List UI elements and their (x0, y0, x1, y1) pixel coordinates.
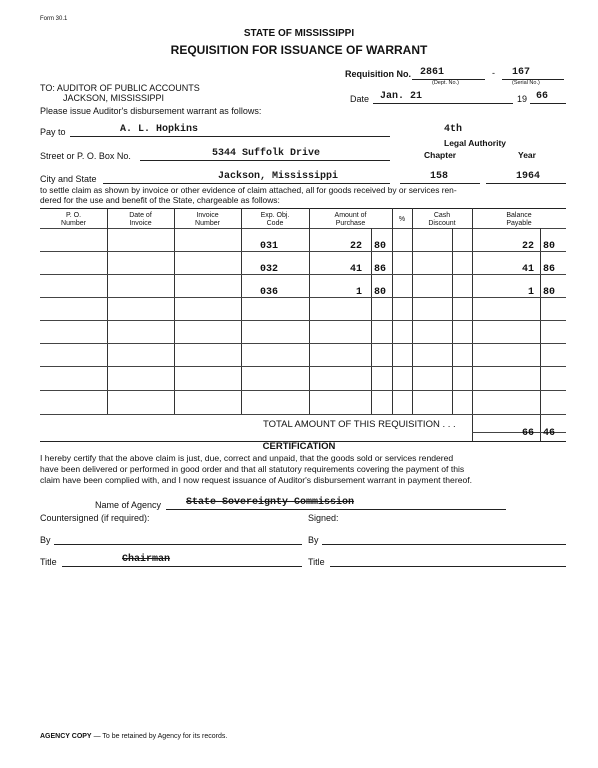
col-header-po-number: P. O. Number (61, 212, 86, 227)
cert-text-2: have been delivered or performed in good order and that all statutory requirements covering the payment of this (40, 464, 465, 474)
state-heading: STATE OF MISSISSIPPI (243, 28, 355, 39)
row-2-amount-cents: 86 (374, 264, 387, 275)
total-label: TOTAL AMOUNT OF THIS REQUISITION . . . (263, 419, 456, 430)
chapter-label: Chapter (424, 150, 457, 160)
to-line-2: JACKSON, MISSISSIPPI (63, 93, 165, 103)
row-1-code: 031 (260, 241, 279, 252)
legal-authority-label: Legal Authority (444, 138, 507, 148)
row-1-balance-dollars: 22 (522, 241, 535, 252)
total-dollars: 66 (522, 428, 535, 439)
legal-authority-value: 4th (444, 124, 463, 135)
city-value: Jackson, Mississippi (218, 171, 339, 182)
col-header-date-of-invoice: Date of Invoice (129, 212, 152, 227)
row-1-amount-dollars: 22 (350, 241, 363, 252)
street-value: 5344 Suffolk Drive (212, 148, 321, 159)
to-line-1: TO: AUDITOR OF PUBLIC ACCOUNTS (40, 83, 200, 93)
row-2-balance-cents: 86 (543, 264, 556, 275)
agency-value: State Sovereignty Commission (186, 497, 355, 508)
city-label: City and State (40, 174, 97, 184)
cert-text-3: claim have been complied with, and I now request issuance of Auditor's disbursement warrant in payment thereof. (40, 475, 473, 485)
footer-text: — To be retained by Agency for its records. (93, 733, 228, 740)
page-title: REQUISITION FOR ISSUANCE OF WARRANT (170, 43, 428, 57)
serial-number: 167 (512, 67, 531, 78)
cert-text-1: I hereby certify that the above claim is just, due, correct and unpaid, that the goods sold or services rendered (40, 453, 454, 463)
row-3-amount-dollars: 1 (356, 287, 363, 298)
agency-label: Name of Agency (95, 500, 162, 510)
street-label: Street or P. O. Box No. (40, 151, 131, 161)
row-2-amount-dollars: 41 (350, 264, 363, 275)
settle-text-2: dered for the use and benefit of the State, chargeable as follows: (40, 195, 280, 205)
row-1-amount-cents: 80 (374, 241, 387, 252)
row-2-code: 032 (260, 264, 279, 275)
settle-text-1: to settle claim as shown by invoice or other evidence of claim attached, all for goods received by or services ren- (40, 185, 457, 195)
requisition-label: Requisition No. (345, 69, 411, 79)
title-value: Chairman (122, 554, 171, 565)
countersigned-label: Countersigned (if required): (40, 513, 150, 523)
please-issue-text: Please issue Auditor's disbursement warrant as follows: (40, 106, 262, 116)
date-label: Date (350, 94, 370, 104)
row-3-amount-cents: 80 (374, 287, 387, 298)
col-header-percent: % (398, 216, 406, 223)
row-3-balance-dollars: 1 (528, 287, 535, 298)
signed-label: Signed: (308, 513, 339, 523)
dept-no-caption: (Dept. No.) (432, 80, 459, 86)
pay-to-value: A. L. Hopkins (120, 124, 199, 135)
serial-no-caption: (Serial No.) (512, 80, 540, 86)
year-prefix: 19 (517, 94, 528, 104)
footer-agency-copy: AGENCY COPY (40, 733, 92, 740)
dept-number: 2861 (420, 67, 445, 78)
title-label-left: Title (40, 557, 57, 567)
year-value: 66 (536, 91, 549, 102)
footer-note (40, 733, 227, 740)
row-3-balance-cents: 80 (543, 287, 556, 298)
col-header-cash-discount: Cash Discount (428, 212, 456, 227)
by-label-right: By (308, 535, 319, 545)
col-header-amount: Amount of Purchase (334, 212, 367, 227)
col-header-exp-obj-code: Exp. Obj. Code (260, 212, 290, 227)
row-3-code: 036 (260, 287, 279, 298)
year-authority-value: 1964 (516, 171, 541, 182)
by-label-left: By (40, 535, 51, 545)
chapter-value: 158 (430, 171, 449, 182)
total-cents: 46 (543, 428, 556, 439)
col-header-invoice-number: Invoice Number (195, 212, 220, 227)
row-1-balance-cents: 80 (543, 241, 556, 252)
certification-title: CERTIFICATION (262, 441, 336, 452)
title-label-right: Title (308, 557, 325, 567)
row-2-balance-dollars: 41 (522, 264, 535, 275)
date-value: Jan. 21 (380, 91, 423, 102)
pay-to-label: Pay to (40, 127, 66, 137)
col-header-balance: Balance Payable (506, 212, 532, 227)
form-number: Form 30.1 (40, 16, 68, 22)
year-label: Year (518, 150, 536, 160)
